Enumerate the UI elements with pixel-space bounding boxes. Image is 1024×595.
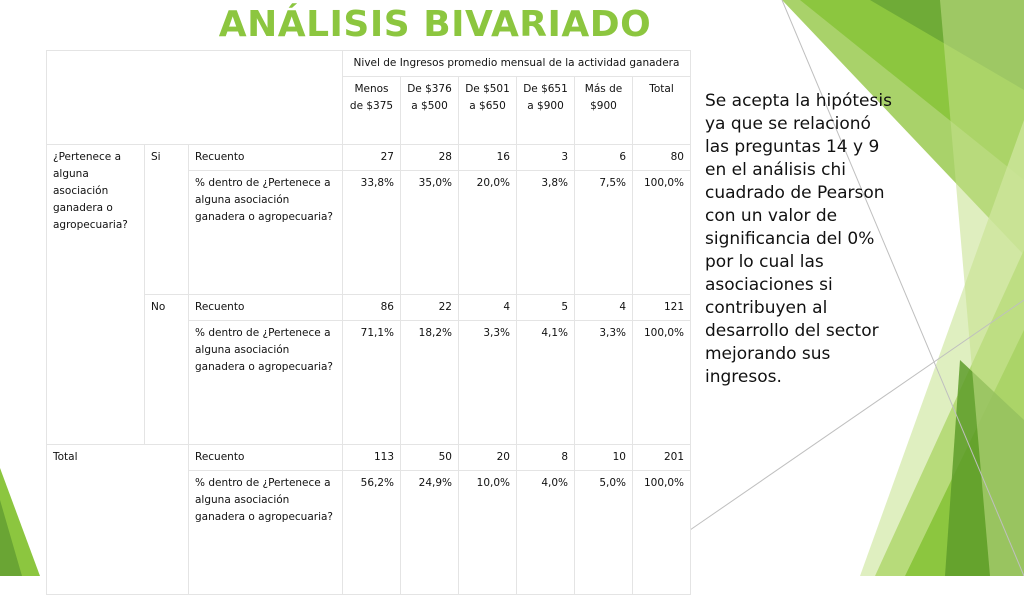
conclusion-text: Se acepta la hipótesis ya que se relacionó las preguntas 14 y 9 en el análisis chi cuadrado de Pearson con un valor de significancia del 0% por lo cual las asociaciones si contribuyen al desarrollo del sector mejorando sus ingresos.: [705, 91, 892, 387]
pct-cell: 71,1%: [343, 321, 401, 445]
count-cell: 201: [633, 445, 691, 471]
count-cell: 3: [517, 145, 575, 171]
count-label: Recuento: [189, 295, 343, 321]
header-row-group: [47, 51, 691, 77]
count-cell: 20: [459, 445, 517, 471]
pct-cell: 100,0%: [633, 321, 691, 445]
count-cell: 80: [633, 145, 691, 171]
pct-cell: 20,0%: [459, 171, 517, 295]
col-header: De $501 a $650: [459, 77, 517, 145]
pct-cell: 100,0%: [633, 171, 691, 295]
pct-cell: 3,3%: [575, 321, 633, 445]
pct-cell: 18,2%: [401, 321, 459, 445]
count-cell: 16: [459, 145, 517, 171]
table-row: [47, 445, 691, 471]
pct-cell: 100,0%: [633, 471, 691, 595]
pct-label: % dentro de ¿Pertenece a alguna asociación ganadera o agropecuaria?: [189, 171, 343, 295]
group-label: Si: [145, 145, 189, 295]
empty-corner-cell: [47, 51, 343, 145]
pct-cell: 33,8%: [343, 171, 401, 295]
count-cell: 121: [633, 295, 691, 321]
col-header: De $376 a $500: [401, 77, 459, 145]
pct-cell: 4,1%: [517, 321, 575, 445]
pct-cell: 10,0%: [459, 471, 517, 595]
count-cell: 8: [517, 445, 575, 471]
count-cell: 22: [401, 295, 459, 321]
group-label: No: [145, 295, 189, 445]
crosstab-table: [46, 50, 691, 595]
count-cell: 10: [575, 445, 633, 471]
pct-cell: 56,2%: [343, 471, 401, 595]
count-cell: 6: [575, 145, 633, 171]
count-cell: 5: [517, 295, 575, 321]
row-variable-label: ¿Pertenece a alguna asociación ganadera o agropecuaria?: [47, 145, 145, 445]
count-cell: 27: [343, 145, 401, 171]
col-header: Menos de $375: [343, 77, 401, 145]
pct-cell: 3,8%: [517, 171, 575, 295]
group-header: Nivel de Ingresos promedio mensual de la actividad ganadera: [343, 51, 691, 77]
count-cell: 86: [343, 295, 401, 321]
col-header: Más de $900: [575, 77, 633, 145]
count-label: Recuento: [189, 145, 343, 171]
pct-label: % dentro de ¿Pertenece a alguna asociación ganadera o agropecuaria?: [189, 321, 343, 445]
pct-cell: 24,9%: [401, 471, 459, 595]
pct-cell: 35,0%: [401, 171, 459, 295]
pct-label: % dentro de ¿Pertenece a alguna asociación ganadera o agropecuaria?: [189, 471, 343, 595]
count-cell: 113: [343, 445, 401, 471]
count-cell: 4: [575, 295, 633, 321]
col-header: Total: [633, 77, 691, 145]
pct-cell: 7,5%: [575, 171, 633, 295]
pct-cell: 4,0%: [517, 471, 575, 595]
col-header: De $651 a $900: [517, 77, 575, 145]
count-cell: 28: [401, 145, 459, 171]
table-row: [47, 145, 691, 171]
count-label: Recuento: [189, 445, 343, 471]
pct-cell: 5,0%: [575, 471, 633, 595]
pct-cell: 3,3%: [459, 321, 517, 445]
total-label: Total: [47, 445, 189, 595]
count-cell: 4: [459, 295, 517, 321]
count-cell: 50: [401, 445, 459, 471]
slide-title: ANÁLISIS BIVARIADO: [218, 4, 652, 45]
